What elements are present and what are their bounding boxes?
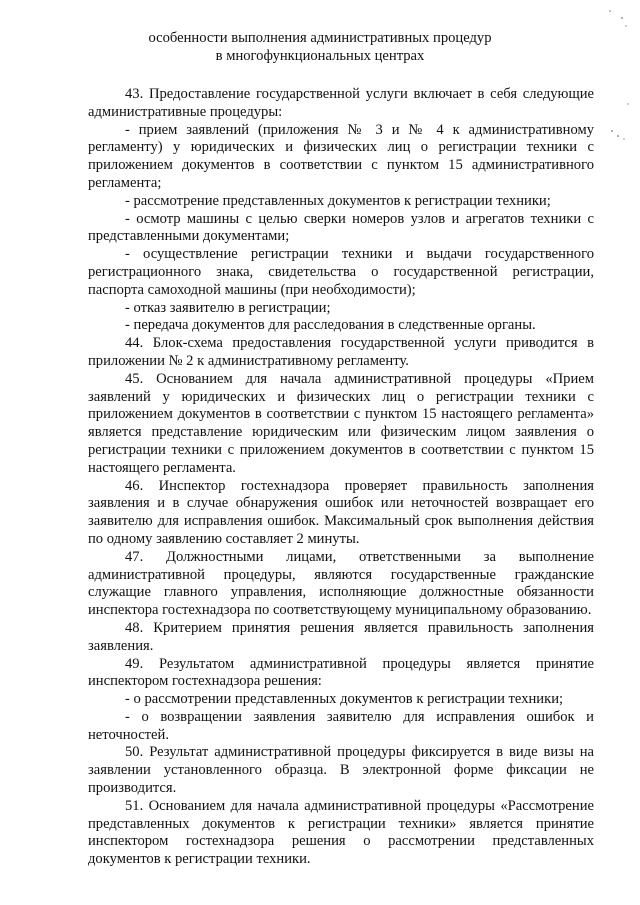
paragraph: 51. Основанием для начала административной процедуры «Рассмотрение представленных документов к регистрации техники» является принятие инспектором гостехнадзора решения о рассмотрении представленных документов к регистрации техники. [88,797,594,868]
list-item: - о возвращении заявления заявителю для исправления ошибок и неточностей. [88,708,594,743]
paragraph: 47. Должностными лицами, ответственными за выполнение административной процедуры, являются государственные гражданские служащие главного управления, исполняющие должностные обязанности инспектора гостехнадзора по соответствующему муниципальному образованию. [88,548,594,619]
paragraph: 46. Инспектор гостехнадзора проверяет правильность заполнения заявления и в случае обнаружения ошибок или неточностей возвращает его заявителю для исправления ошибок. Максимальный срок выполнения действия по одному заявлению составляет 2 минуты. [88,477,594,547]
heading-line-1: особенности выполнения административных процедур [148,30,492,46]
section-heading [0,30,640,65]
paragraph: 45. Основанием для начала административной процедуры «Прием заявлений у юридических и физических лиц о регистрации техники с приложением документов в соответствии с пунктом 15 настоящего регламента» является представление юридическим или физическим лицом заявления о регистрации техники с приложением документов в соответствии с пунктом 15 настоящего регламента. [88,370,594,476]
paragraph: 48. Критерием принятия решения является правильность заполнения заявления. [88,619,594,654]
paragraph: 50. Результат административной процедуры фиксируется в виде визы на заявлении установленного образца. В электронной форме фиксации не производится. [88,744,594,797]
list-item: - осуществление регистрации техники и выдачи государственного регистрационного знака, свидетельства о государственной регистрации, паспорта самоходной машины (при необходимости); [88,246,594,298]
list-item: - прием заявлений (приложения № 3 и № 4 к административному регламенту) у юридических и физических лиц о регистрации техники с приложением документов в соответствии с пунктом 15 административного регламента; [88,121,594,191]
list-item: - передача документов для расследования в следственные органы. [125,317,536,334]
scan-specks [602,8,632,158]
list-item: - рассмотрение представленных документов к регистрации техники; [125,192,551,209]
paragraph: 43. Предоставление государственной услуги включает в себя следующие административные процедуры: [88,86,594,120]
heading-line-2: в многофункциональных центрах [215,47,425,64]
paragraph: 44. Блок-схема предоставления государственной услуги приводится в приложении № 2 к административному регламенту. [88,335,594,369]
list-item: - осмотр машины с целью сверки номеров узлов и агрегатов техники с представленными документами; [88,210,594,245]
paragraph: 49. Результатом административной процедуры является принятие инспектором гостехнадзора решения: [88,655,594,690]
document-body [88,86,594,869]
list-item: - отказ заявителю в регистрации; [125,299,331,316]
list-item: - о рассмотрении представленных документов к регистрации техники; [125,691,564,708]
